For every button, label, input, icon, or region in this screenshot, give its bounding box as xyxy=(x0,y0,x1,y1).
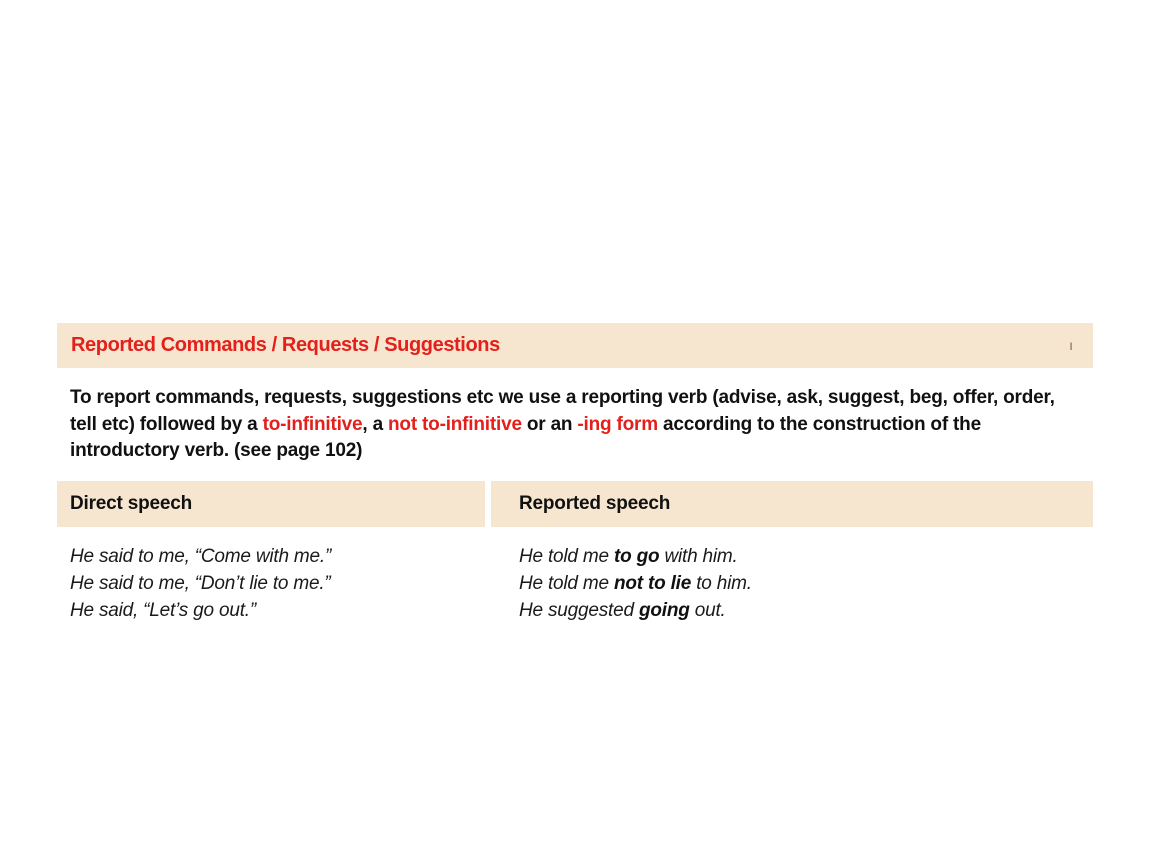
intro-text-1: To report commands, requests, suggestions etc we use a reporting verb (advise, ask, suggest, beg, offer, order, tell etc) followed by a xyxy=(70,387,1055,435)
reported-example-1-before: He told me xyxy=(519,546,614,567)
reported-example-3-after: out. xyxy=(689,600,726,621)
reported-example-3 xyxy=(519,597,752,624)
reported-example-2-after: to him. xyxy=(691,573,752,594)
direct-example-2: He said to me, “Don’t lie to me.” xyxy=(70,573,331,594)
direct-speech-header xyxy=(57,481,485,527)
intro-text-4: according to the construction of the introductory verb. (see page 102) xyxy=(70,413,981,461)
intro-text-3: or an xyxy=(521,413,578,435)
intro-paragraph xyxy=(70,385,1080,465)
direct-example-1: He said to me, “Come with me.” xyxy=(70,546,332,567)
corner-mark: ı xyxy=(1069,337,1073,353)
reported-example-2-before: He told me xyxy=(519,573,614,594)
highlight-to-infinitive: to-infinitive xyxy=(262,413,363,435)
direct-speech-examples xyxy=(70,543,331,624)
reported-speech-header-label: Reported speech xyxy=(519,493,671,514)
section-title: Reported Commands / Requests / Suggestions xyxy=(71,334,500,356)
highlight-ing-form: -ing form xyxy=(577,413,658,435)
reported-example-1-bold: to go xyxy=(613,546,660,567)
direct-speech-header-label: Direct speech xyxy=(70,493,193,514)
highlight-not-to-infinitive: not to-infinitive xyxy=(388,413,522,435)
reported-speech-examples xyxy=(519,543,752,624)
reported-speech-header xyxy=(491,481,1093,527)
reported-example-2 xyxy=(519,570,752,597)
reported-example-3-bold: going xyxy=(638,600,690,621)
reported-example-3-before: He suggested xyxy=(519,600,639,621)
reported-example-1 xyxy=(519,543,752,570)
direct-example-3: He said, “Let’s go out.” xyxy=(70,600,257,621)
reported-example-1-after: with him. xyxy=(659,546,738,567)
section-title-bar xyxy=(57,323,1093,368)
reported-example-2-bold: not to lie xyxy=(613,573,692,594)
intro-text-2: , a xyxy=(362,413,389,435)
